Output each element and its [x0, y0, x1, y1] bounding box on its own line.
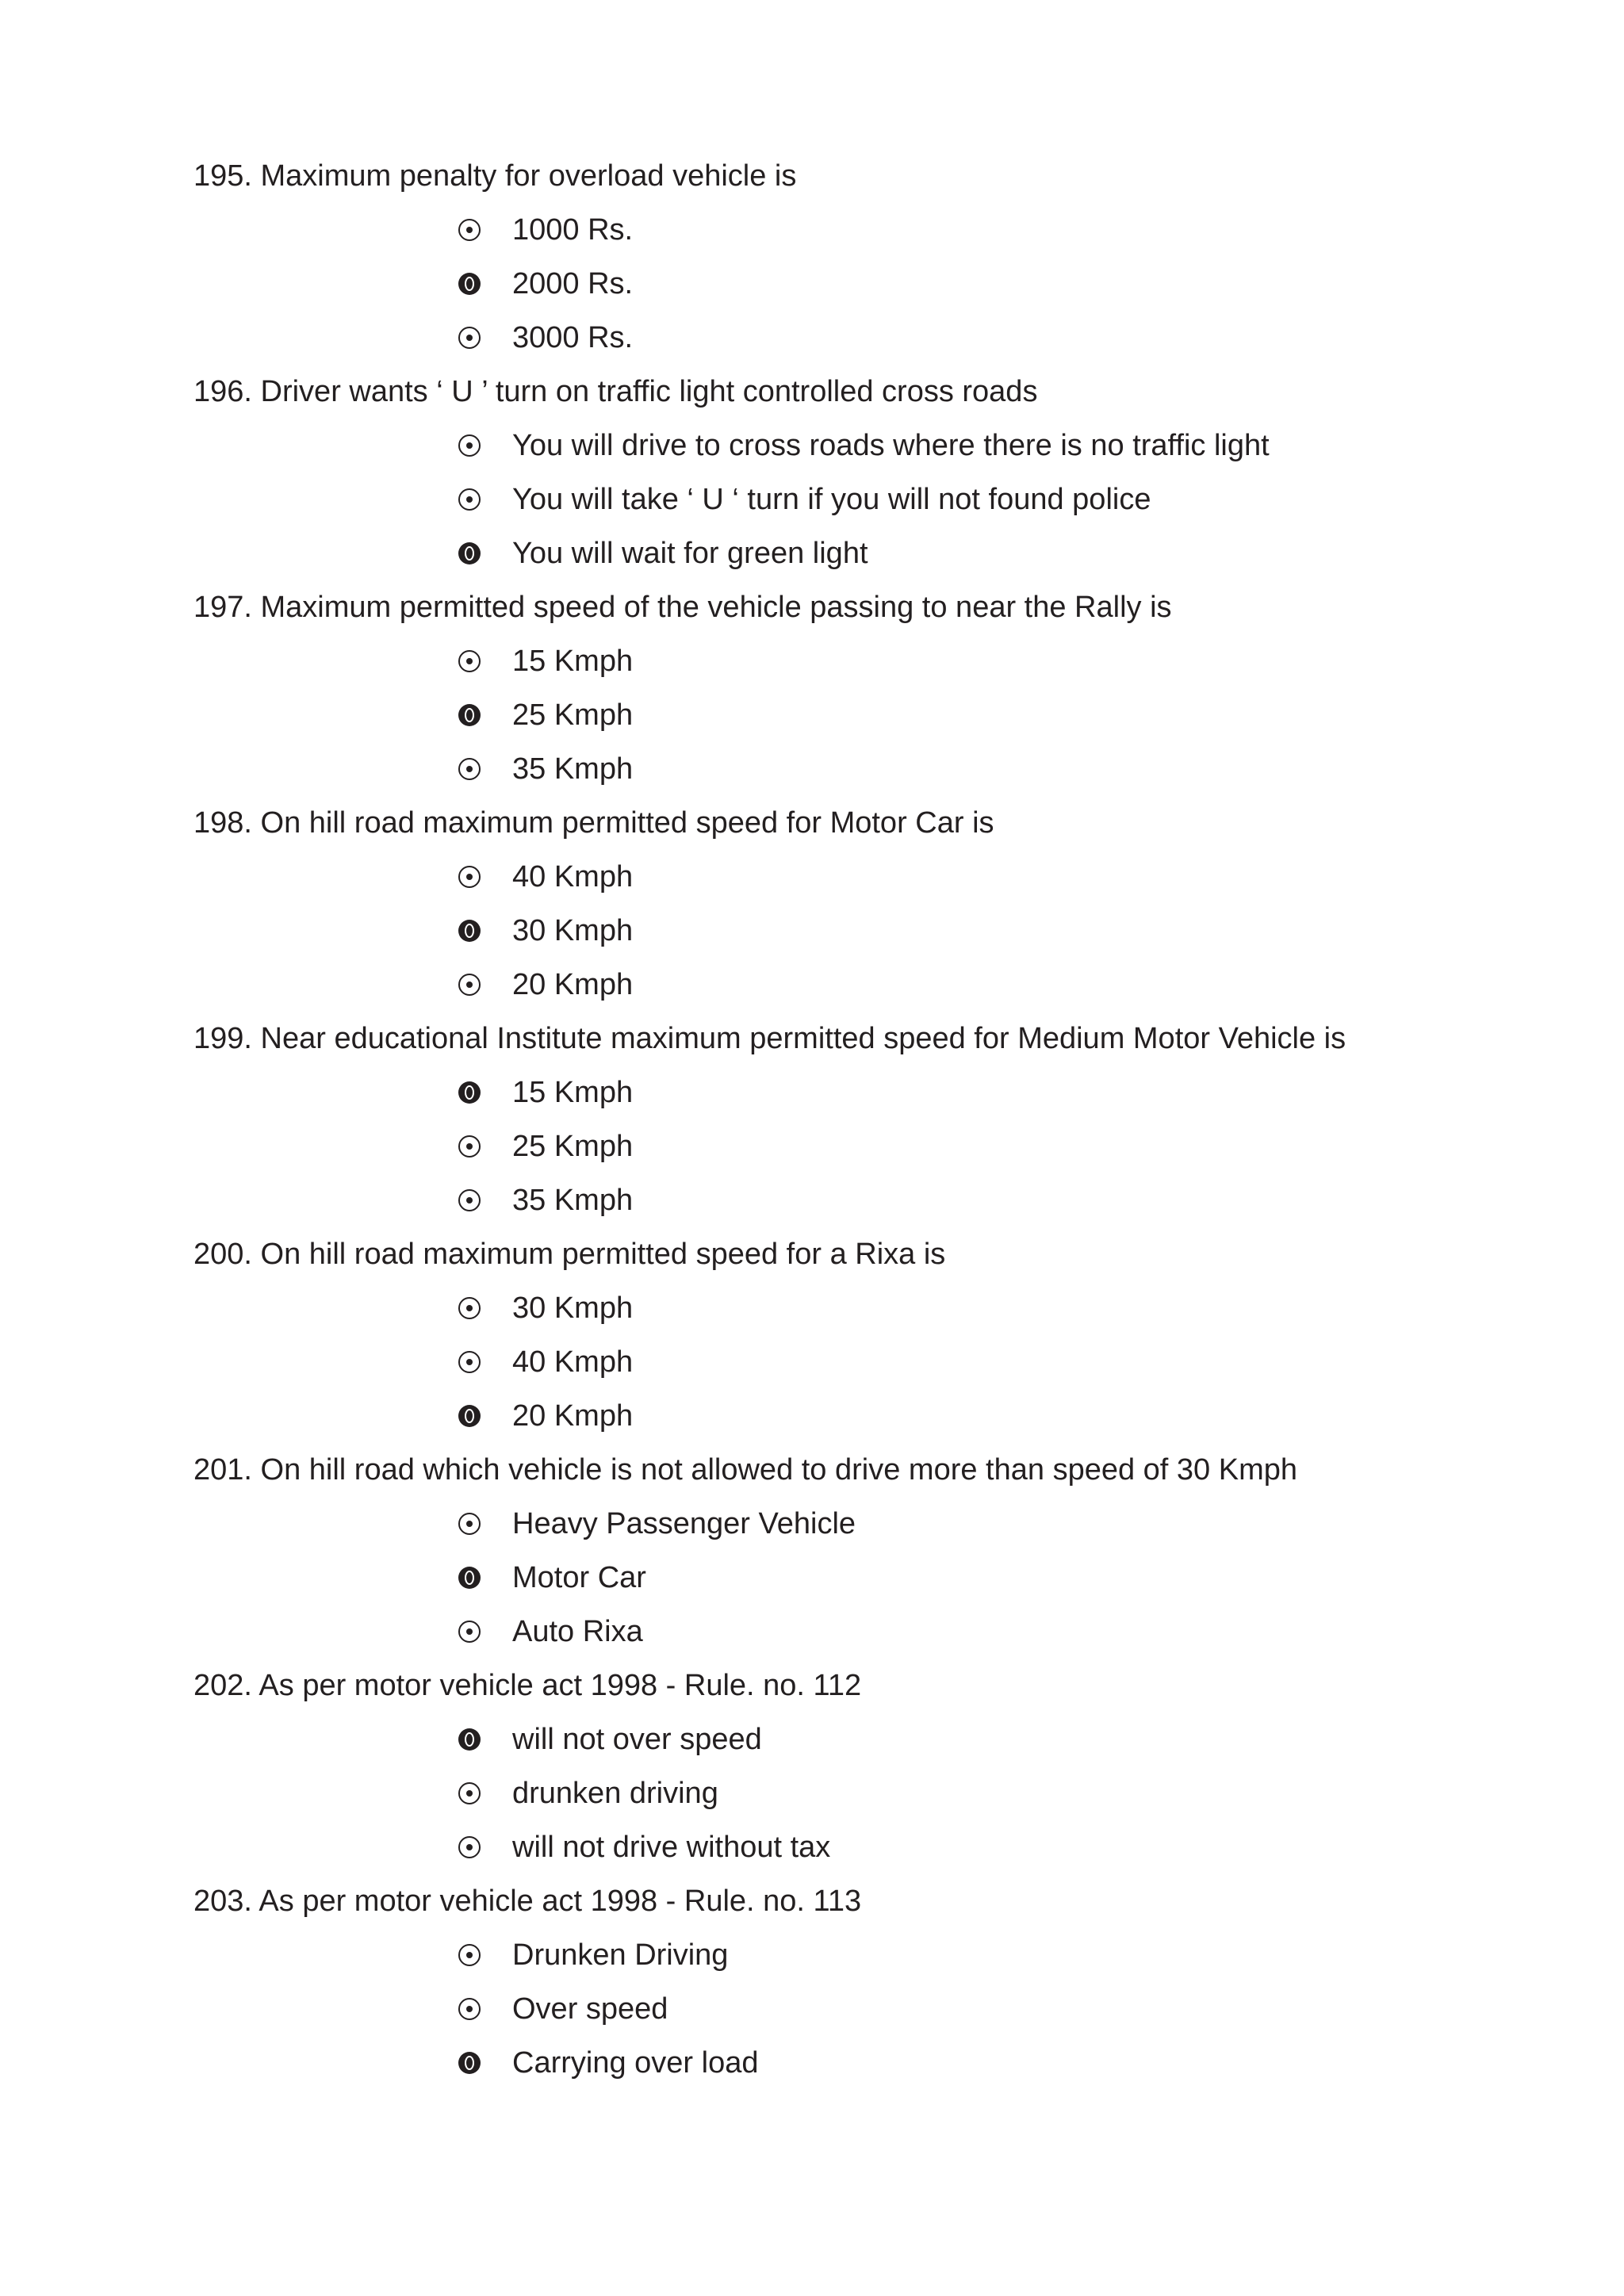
answer-option-text: You will drive to cross roads where there is no traffic light [512, 429, 1270, 462]
answer-option-7-0[interactable] [0, 1712, 1624, 1766]
answer-option-2-1[interactable] [0, 688, 1624, 742]
answer-option-text: You will take ‘ U ‘ turn if you will not found police [512, 483, 1151, 516]
answer-option-3-0[interactable] [0, 850, 1624, 904]
answer-option-text: You will wait for green light [512, 537, 868, 570]
radio-option-icon[interactable] [458, 1998, 481, 2020]
selected-answer-icon[interactable] [458, 1567, 481, 1589]
radio-option-icon[interactable] [458, 434, 481, 457]
answer-option-text: 35 Kmph [512, 752, 634, 786]
question-text: 199. Near educational Institute maximum permitted speed for Medium Motor Vehicle is [193, 1022, 1346, 1055]
question-text: 197. Maximum permitted speed of the vehicle passing to near the Rally is [193, 591, 1172, 624]
selected-answer-icon[interactable] [458, 2052, 481, 2074]
answer-option-1-0[interactable] [0, 419, 1624, 473]
answer-options [0, 1497, 1624, 1659]
answer-option-text: Drunken Driving [512, 1938, 729, 1972]
answer-options [0, 850, 1624, 1012]
question-0 [0, 149, 1624, 365]
answer-option-6-0[interactable] [0, 1497, 1624, 1551]
selected-answer-icon[interactable] [458, 542, 481, 564]
selected-answer-icon[interactable] [458, 704, 481, 726]
question-3 [0, 796, 1624, 1012]
answer-option-3-1[interactable] [0, 904, 1624, 958]
answer-option-text: Over speed [512, 1992, 668, 2026]
radio-option-icon[interactable] [458, 1351, 481, 1373]
answer-option-1-2[interactable] [0, 526, 1624, 580]
radio-option-icon[interactable] [458, 1135, 481, 1158]
question-6 [0, 1443, 1624, 1659]
selected-answer-icon[interactable] [458, 1081, 481, 1104]
radio-option-icon[interactable] [458, 488, 481, 511]
answer-option-5-0[interactable] [0, 1281, 1624, 1335]
answer-option-text: Auto Rixa [512, 1615, 643, 1648]
answer-option-text: 25 Kmph [512, 698, 634, 732]
answer-option-text: 25 Kmph [512, 1130, 634, 1163]
answer-options [0, 1066, 1624, 1227]
answer-option-4-0[interactable] [0, 1066, 1624, 1119]
question-8 [0, 1874, 1624, 2090]
answer-option-4-2[interactable] [0, 1173, 1624, 1227]
selected-answer-icon[interactable] [458, 1405, 481, 1427]
answer-option-text: 2000 Rs. [512, 267, 634, 300]
answer-option-text: 30 Kmph [512, 914, 634, 947]
answer-option-text: 35 Kmph [512, 1184, 634, 1217]
question-text: 200. On hill road maximum permitted speed for a Rixa is [193, 1238, 946, 1271]
answer-option-8-0[interactable] [0, 1928, 1624, 1982]
answer-option-text: 20 Kmph [512, 1399, 634, 1433]
answer-option-6-1[interactable] [0, 1551, 1624, 1605]
question-text: 195. Maximum penalty for overload vehicle is [193, 159, 797, 193]
answer-options [0, 1928, 1624, 2090]
answer-options [0, 419, 1624, 580]
question-text: 203. As per motor vehicle act 1998 - Rule. no. 113 [193, 1885, 862, 1918]
radio-option-icon[interactable] [458, 1782, 481, 1804]
question-7 [0, 1659, 1624, 1874]
radio-option-icon[interactable] [458, 974, 481, 996]
answer-option-0-1[interactable] [0, 257, 1624, 311]
answer-options [0, 1712, 1624, 1874]
answer-option-text: Heavy Passenger Vehicle [512, 1507, 856, 1540]
question-1 [0, 365, 1624, 580]
question-text: 202. As per motor vehicle act 1998 - Rule. no. 112 [193, 1669, 862, 1702]
answer-option-text: will not over speed [512, 1723, 762, 1756]
answer-option-5-2[interactable] [0, 1389, 1624, 1443]
answer-option-3-2[interactable] [0, 958, 1624, 1012]
question-2 [0, 580, 1624, 796]
answer-option-text: 30 Kmph [512, 1292, 634, 1325]
answer-option-text: 40 Kmph [512, 860, 634, 894]
answer-option-text: Carrying over load [512, 2046, 759, 2080]
question-5 [0, 1227, 1624, 1443]
selected-answer-icon[interactable] [458, 273, 481, 295]
radio-option-icon[interactable] [458, 1944, 481, 1966]
answer-option-2-2[interactable] [0, 742, 1624, 796]
answer-options [0, 1281, 1624, 1443]
radio-option-icon[interactable] [458, 866, 481, 888]
answer-option-1-1[interactable] [0, 473, 1624, 526]
answer-option-text: 40 Kmph [512, 1345, 634, 1379]
answer-option-4-1[interactable] [0, 1119, 1624, 1173]
document-page [0, 149, 1624, 2090]
radio-option-icon[interactable] [458, 1513, 481, 1535]
answer-option-0-2[interactable] [0, 311, 1624, 365]
radio-option-icon[interactable] [458, 1297, 481, 1319]
answer-options [0, 203, 1624, 365]
radio-option-icon[interactable] [458, 1189, 481, 1211]
answer-option-5-1[interactable] [0, 1335, 1624, 1389]
answer-option-text: 15 Kmph [512, 1076, 634, 1109]
answer-option-text: 15 Kmph [512, 645, 634, 678]
radio-option-icon[interactable] [458, 327, 481, 349]
question-4 [0, 1012, 1624, 1227]
question-text: 201. On hill road which vehicle is not allowed to drive more than speed of 30 Kmph [193, 1453, 1298, 1487]
selected-answer-icon[interactable] [458, 920, 481, 942]
answer-option-text: drunken driving [512, 1777, 718, 1810]
answer-option-8-1[interactable] [0, 1982, 1624, 2036]
answer-options [0, 634, 1624, 796]
answer-option-text: will not drive without tax [512, 1831, 831, 1864]
selected-answer-icon[interactable] [458, 1728, 481, 1751]
radio-option-icon[interactable] [458, 758, 481, 780]
answer-option-text: 20 Kmph [512, 968, 634, 1001]
answer-option-7-1[interactable] [0, 1766, 1624, 1820]
answer-option-7-2[interactable] [0, 1820, 1624, 1874]
radio-option-icon[interactable] [458, 219, 481, 241]
answer-option-2-0[interactable] [0, 634, 1624, 688]
answer-option-0-0[interactable] [0, 203, 1624, 257]
answer-option-text: 1000 Rs. [512, 213, 634, 247]
answer-option-text: Motor Car [512, 1561, 646, 1594]
answer-option-6-2[interactable] [0, 1605, 1624, 1659]
answer-option-text: 3000 Rs. [512, 321, 634, 354]
question-text: 196. Driver wants ‘ U ’ turn on traffic light controlled cross roads [193, 375, 1038, 408]
question-text: 198. On hill road maximum permitted speed for Motor Car is [193, 806, 994, 840]
radio-option-icon[interactable] [458, 1836, 481, 1858]
answer-option-8-2[interactable] [0, 2036, 1624, 2090]
radio-option-icon[interactable] [458, 1621, 481, 1643]
radio-option-icon[interactable] [458, 650, 481, 672]
